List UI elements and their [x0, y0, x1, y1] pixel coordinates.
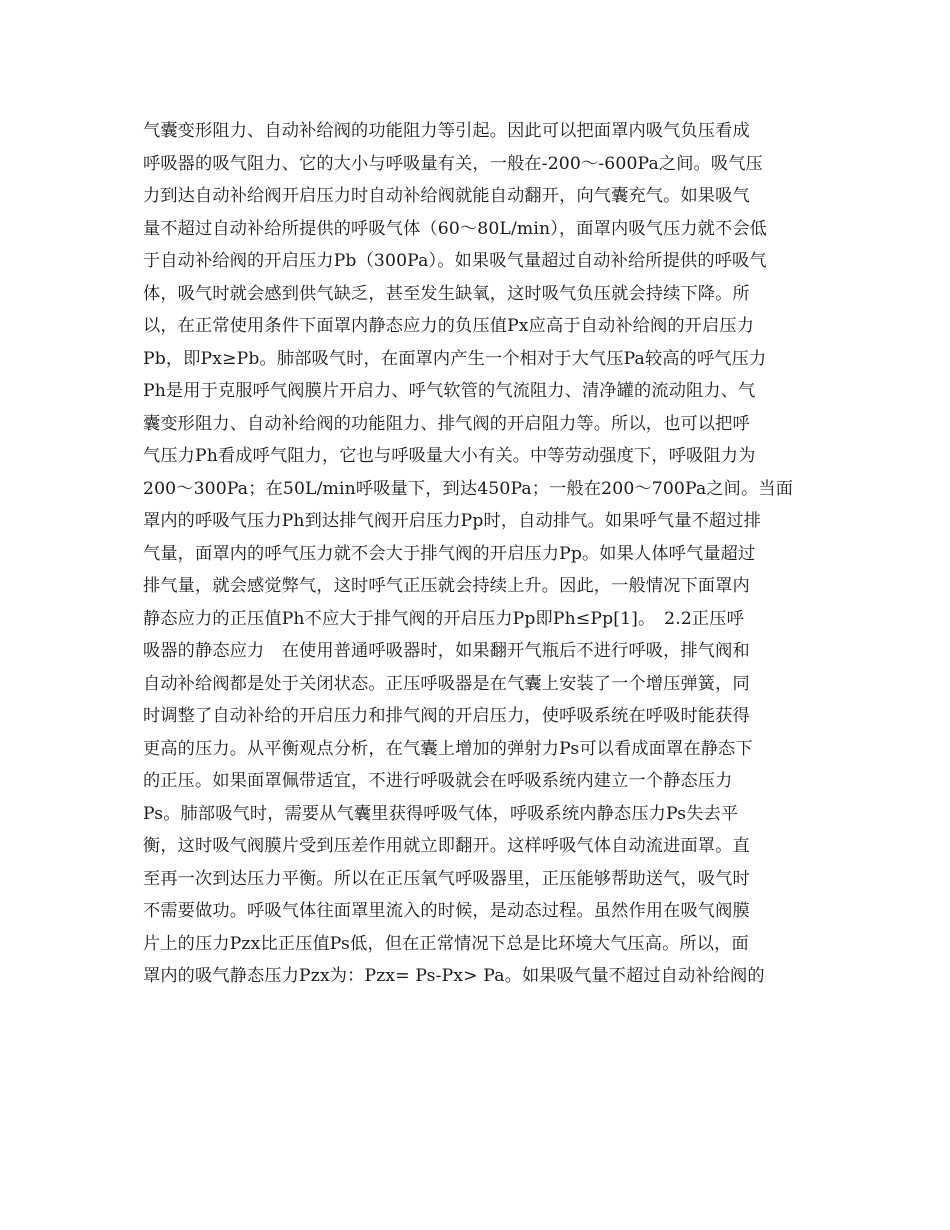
text-line: 囊变形阻力、自动补给阀的功能阻力、排气阀的开启阻力等。所以，也可以把呼 — [143, 413, 750, 434]
text-line: 气压力Ph看成呼气阻力，它也与呼吸量大小有关。中等劳动强度下，呼吸阻力为 — [143, 446, 756, 466]
text-line: 200～300Pa；在50L/min呼吸量下，到达450Pa；一般在200～700Pa之间。当面 — [143, 478, 794, 499]
text-line: 力到达自动补给阀开启压力时自动补给阀就能自动翻开，向气囊充气。如果吸气 — [143, 186, 750, 206]
text-line: 罩内的吸气静态压力Pzx为：Pzx= Ps-Px> Pa。如果吸气量不超过自动补给阀的 — [143, 966, 765, 986]
text-line: 量不超过自动补给所提供的呼吸气体（60～80L/min），面罩内吸气压力就不会低 — [143, 218, 768, 239]
text-line: 以，在正常使用条件下面罩内静态应力的负压值Px应高于自动补给阀的开启压力 — [143, 316, 755, 336]
text-line: 气量，面罩内的呼气压力就不会大于排气阀的开启压力Pp。如果人体呼气量超过 — [143, 543, 756, 564]
text-line: 不需要做功。呼吸气体往面罩里流入的时候，是动态过程。虽然作用在吸气阀膜 — [143, 901, 750, 921]
text-line: 呼吸器的吸气阻力、它的大小与呼吸量有关，一般在-200～-600Pa之间。吸气压 — [143, 153, 763, 174]
text-line: 于自动补给阀的开启压力Pb（300Pa）。如果吸气量超过自动补给所提供的呼吸气 — [143, 251, 767, 271]
text-line: 气囊变形阻力、自动补给阀的功能阻力等引起。因此可以把面罩内吸气负压看成 — [143, 121, 750, 141]
text-line: 静态应力的正压值Ph不应大于排气阀的开启压力Pp即Ph≤Pp[1]。 2.2正压呼 — [143, 608, 744, 629]
text-line: 排气量，就会感觉弊气，这时呼气正压就会持续上升。因此，一般情况下面罩内 — [143, 576, 750, 596]
text-line: 的正压。如果面罩佩带适宜，不进行呼吸就会在呼吸系统内建立一个静态压力 — [143, 771, 733, 791]
body-text — [143, 115, 813, 993]
text-line: Pb，即Px≥Pb。肺部吸气时，在面罩内产生一个相对于大气压Pa较高的呼气压力 — [143, 348, 767, 369]
text-line: 片上的压力Pzx比正压值Ps低，但在正常情况下总是比环境大气压高。所以，面 — [143, 933, 749, 954]
text-line: 时调整了自动补给的开启压力和排气阀的开启压力，使呼吸系统在呼吸时能获得 — [143, 706, 750, 726]
text-line: 自动补给阀都是处于关闭状态。正压呼吸器是在气囊上安装了一个增压弹簧，同 — [143, 673, 750, 694]
text-line: 至再一次到达压力平衡。所以在正压氧气呼吸器里，正压能够帮助送气，吸气时 — [143, 868, 750, 889]
text-line: Ph是用于克服呼气阀膜片开启力、呼气软管的气流阻力、清净罐的流动阻力、气 — [143, 381, 756, 401]
text-line: 体，吸气时就会感到供气缺乏，甚至发生缺氧，这时吸气负压就会持续下降。所 — [143, 283, 750, 304]
text-line: 吸器的静态应力 在使用普通呼吸器时，如果翻开气瓶后不进行呼吸，排气阀和 — [143, 641, 750, 661]
text-line: 罩内的呼吸气压力Ph到达排气阀开启压力Pp时，自动排气。如果呼气量不超过排 — [143, 511, 761, 531]
text-line: Ps。肺部吸气时，需要从气囊里获得呼吸气体，呼吸系统内静态压力Ps失去平 — [143, 803, 739, 824]
text-line: 更高的压力。从平衡观点分析，在气囊上增加的弹射力Ps可以看成面罩在静态下 — [143, 738, 753, 759]
text-line: 衡，这时吸气阀膜片受到压差作用就立即翻开。这样呼吸气体自动流进面罩。直 — [143, 836, 750, 856]
